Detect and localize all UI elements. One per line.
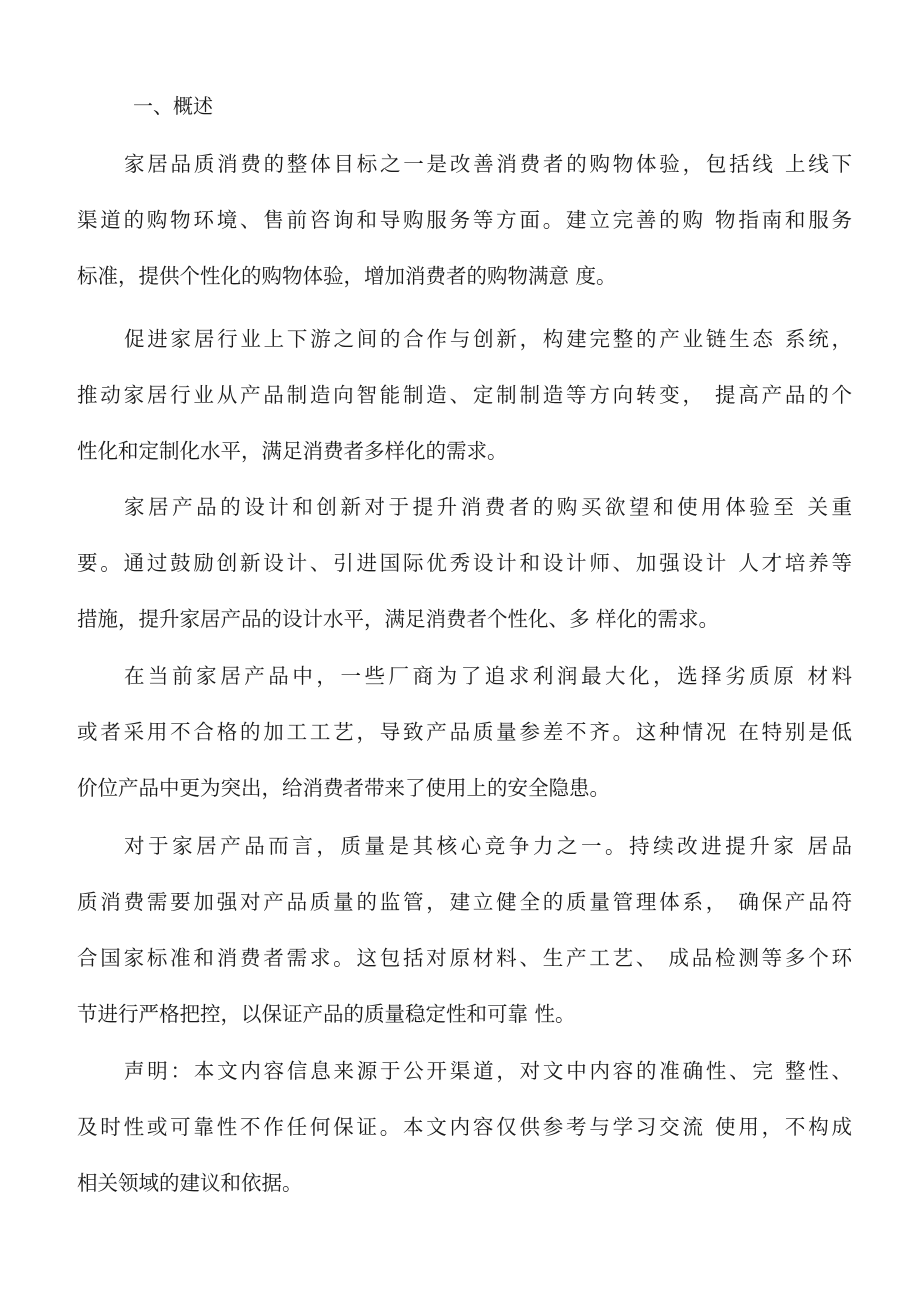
paragraph-quality-issues xyxy=(77,648,852,816)
paragraph-line: 渠道的购物环境、售前咨询和导购服务等方面。建立完善的购 物指南和服务 xyxy=(77,208,852,232)
paragraph-industry-cooperation xyxy=(77,311,852,479)
paragraph-line: 声明：本文内容信息来源于公开渠道，对文中内容的准确性、完 整性、 xyxy=(124,1059,852,1083)
paragraph-line: 家居品质消费的整体目标之一是改善消费者的购物体验，包括线 上线下 xyxy=(124,152,852,176)
paragraph-line: 促进家居行业上下游之间的合作与创新，构建完整的产业链生态 系统， xyxy=(124,327,852,351)
paragraph-line: 家居产品的设计和创新对于提升消费者的购买欲望和使用体验至 关重 xyxy=(124,495,852,519)
paragraph-line: 或者采用不合格的加工工艺，导致产品质量参差不齐。这种情况 在特别是低 xyxy=(77,720,852,744)
paragraph-line: 价位产品中更为突出，给消费者带来了使用上的安全隐患。 xyxy=(77,776,610,800)
paragraph-line: 质消费需要加强对产品质量的监管，建立健全的质量管理体系， 确保产品符 xyxy=(77,890,852,914)
paragraph-quality-management xyxy=(77,818,852,1042)
paragraph-line: 在当前家居产品中，一些厂商为了追求利润最大化，选择劣质原 材料 xyxy=(124,664,852,688)
paragraph-line: 对于家居产品而言，质量是其核心竞争力之一。持续改进提升家 居品 xyxy=(124,834,852,858)
paragraph-shopping-experience xyxy=(77,136,852,304)
paragraph-line: 措施，提升家居产品的设计水平，满足消费者个性化、多 样化的需求。 xyxy=(77,607,720,631)
paragraph-line: 相关领域的建议和依据。 xyxy=(77,1171,303,1195)
paragraph-line: 及时性或可靠性不作任何保证。本文内容仅供参考与学习交流 使用，不构成 xyxy=(77,1115,852,1139)
paragraph-disclaimer xyxy=(77,1043,852,1211)
paragraph-line: 标准，提供个性化的购物体验，增加消费者的购物满意 度。 xyxy=(77,264,617,288)
paragraph-line: 性化和定制化水平，满足消费者多样化的需求。 xyxy=(77,439,508,463)
paragraph-line: 节进行严格把控，以保证产品的质量稳定性和可靠 性。 xyxy=(77,1002,576,1026)
paragraph-line: 要。通过鼓励创新设计、引进国际优秀设计和设计师、加强设计 人才培养等 xyxy=(77,551,852,575)
paragraph-line: 推动家居行业从产品制造向智能制造、定制制造等方向转变， 提高产品的个 xyxy=(77,383,852,407)
section-heading: 一、概述 xyxy=(133,94,213,118)
paragraph-line: 合国家标准和消费者需求。这包括对原材料、生产工艺、 成品检测等多个环 xyxy=(77,946,852,970)
paragraph-design-innovation xyxy=(77,479,852,647)
